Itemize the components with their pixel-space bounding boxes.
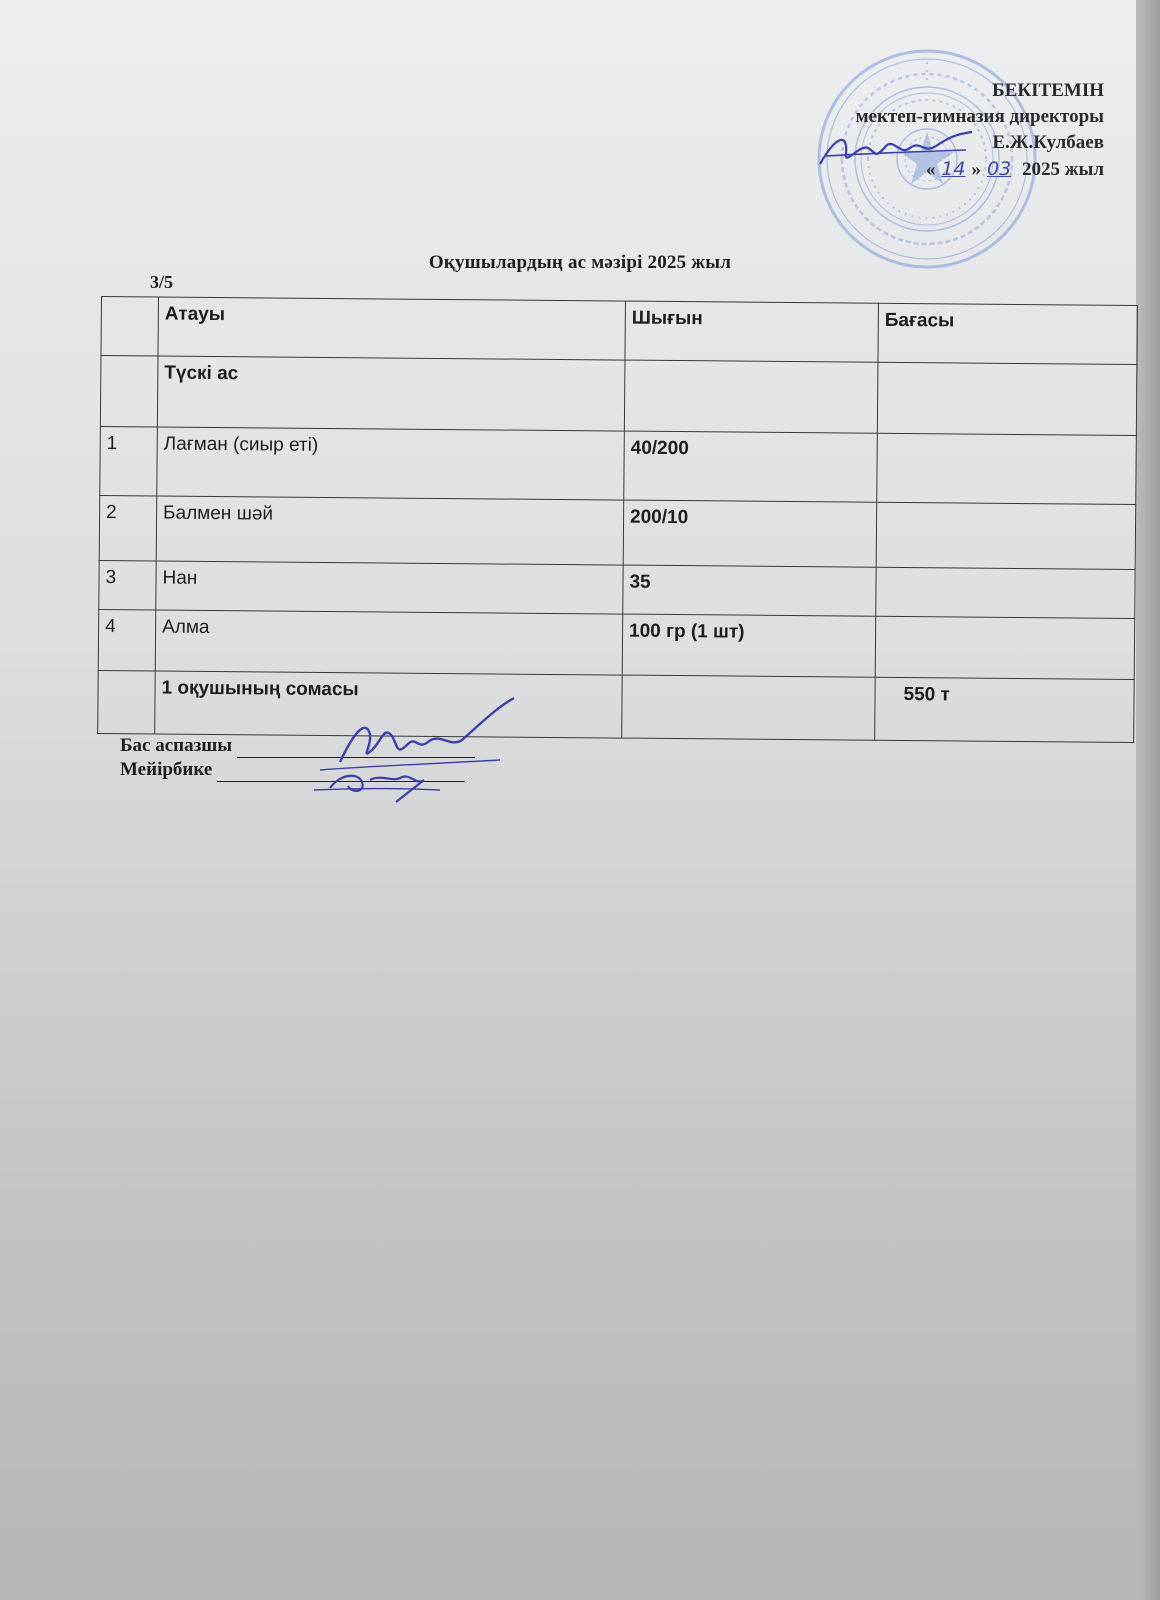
- date-close-quote: »: [971, 159, 982, 180]
- row-qty: 200/10: [623, 500, 877, 567]
- page-number: 3/5: [150, 272, 174, 292]
- row-name: Алма: [155, 610, 623, 675]
- row-num: 3: [99, 560, 156, 609]
- nurse-label: Мейірбике: [120, 759, 213, 780]
- row-price: [875, 616, 1135, 679]
- approval-title: БЕКІТЕМІН: [992, 80, 1104, 101]
- date-month: 03: [987, 158, 1012, 180]
- table-cell: [622, 675, 876, 740]
- table-row: [99, 560, 1135, 618]
- row-price: [876, 567, 1135, 618]
- date-open-quote: «: [925, 159, 936, 180]
- row-num: 2: [99, 495, 157, 560]
- page-edge: [1136, 0, 1160, 1600]
- table-cell: [98, 670, 156, 733]
- director-signature: [816, 126, 976, 176]
- row-qty: 40/200: [624, 431, 878, 502]
- total-row: [98, 670, 1135, 742]
- header-price: Бағасы: [878, 303, 1138, 364]
- header-qty: Шығын: [625, 301, 879, 362]
- table-cell: [100, 356, 158, 427]
- table-cell: [877, 362, 1137, 435]
- row-num: 1: [100, 426, 158, 495]
- section-row: [100, 356, 1137, 436]
- date-day: 14: [941, 158, 966, 180]
- total-price: 550 т: [875, 677, 1135, 742]
- table-row: [99, 495, 1136, 569]
- document-title: Оқушылардың ас мәзірі 2025 жыл: [428, 252, 732, 273]
- section-label: Түскі ас: [157, 356, 625, 431]
- row-name: Балмен шәй: [156, 496, 624, 565]
- row-price: [876, 502, 1136, 569]
- row-qty: 100 гр (1 шт): [622, 614, 876, 677]
- row-name: Нан: [156, 561, 623, 614]
- header-num: [101, 297, 159, 356]
- table-header-row: [101, 297, 1137, 365]
- chef-signature: [300, 690, 530, 810]
- row-price: [877, 433, 1137, 504]
- chef-label: Бас аспазшы: [120, 735, 233, 756]
- approval-name: Е.Ж.Кулбаев: [992, 132, 1104, 153]
- table-cell: [624, 360, 878, 433]
- header-name: Атауы: [158, 297, 625, 360]
- date-year: 2025 жыл: [1021, 159, 1104, 180]
- row-num: 4: [98, 609, 156, 670]
- approval-position: мектеп-гимназия директоры: [855, 106, 1104, 127]
- row-qty: 35: [623, 565, 876, 616]
- table-row: [100, 426, 1137, 504]
- menu-table: [97, 296, 1138, 743]
- table-row: [98, 609, 1134, 679]
- row-name: Лағман (сиыр еті): [157, 427, 625, 500]
- total-label: 1 оқушының сомасы: [155, 671, 623, 738]
